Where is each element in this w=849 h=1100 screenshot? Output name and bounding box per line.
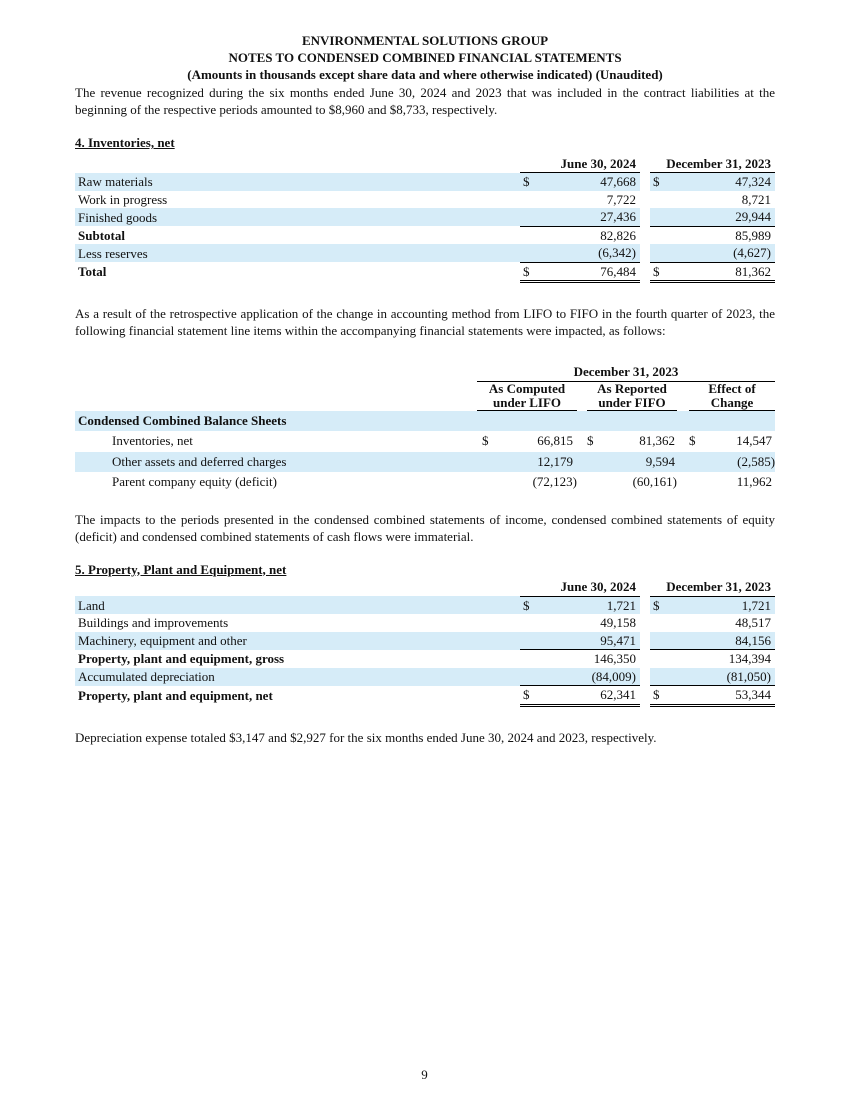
lifo-fifo-table (75, 363, 775, 493)
table-row (75, 173, 775, 191)
currency-symbol (520, 650, 540, 668)
currency-symbol (650, 632, 670, 650)
col-header-line: under FIFO (598, 395, 666, 410)
value-effect: (2,585) (737, 453, 776, 469)
row-label: Parent company equity (deficit) (112, 474, 277, 490)
value-dec-2023: 1,721 (670, 596, 775, 614)
currency-symbol: $ (587, 433, 594, 449)
table-row (75, 472, 775, 493)
row-label: Land (75, 596, 520, 614)
row-label: Property, plant and equipment, net (78, 687, 273, 703)
value-dec-2023: (81,050) (670, 668, 775, 686)
currency-symbol: $ (650, 596, 670, 614)
col-as-reported-fifo (587, 382, 677, 411)
inventories-section-title: 4. Inventories, net (75, 135, 175, 150)
lifo-value-cell (477, 472, 577, 493)
value-dec-2023: 47,324 (670, 173, 775, 191)
impacts-paragraph: The impacts to the periods presented in the condensed combined statements of income, condensed combined statements of equity (deficit) and condensed combined statements of cash flows were immaterial. (75, 511, 775, 544)
value-june-2024: 7,722 (606, 191, 637, 207)
row-label: Buildings and improvements (78, 615, 229, 631)
ppe-col-june-2024: June 30, 2024 (520, 579, 640, 597)
value-june-2024: 95,471 (540, 632, 640, 650)
value-effect: 11,962 (736, 474, 773, 490)
table-row (75, 191, 775, 209)
currency-symbol (650, 668, 670, 686)
table-row (75, 614, 775, 632)
value-dec-2023: 53,344 (670, 686, 775, 706)
currency-symbol (520, 614, 540, 632)
ppe-col-dec-2023: December 31, 2023 (650, 579, 775, 597)
value-dec-2023: (4,627) (670, 244, 775, 262)
value-dec-2023: 29,944 (670, 208, 775, 226)
row-label: Work in progress (78, 191, 168, 207)
lifo-paragraph: As a result of the retrospective application of the change in accounting method from LIFO to FIFO in the fourth quarter of 2023, the following financial statement line items within the accompanying financial statements were impacted, as follows: (75, 306, 775, 338)
currency-symbol (520, 632, 540, 650)
currency-symbol (520, 668, 540, 686)
row-label: Raw materials (75, 173, 520, 191)
currency-symbol: $ (689, 433, 696, 449)
lifo-period-header-row (75, 363, 775, 382)
value-dec-2023: 85,989 (735, 227, 772, 243)
table-row (75, 226, 775, 244)
currency-symbol (650, 244, 670, 262)
ppe-table (75, 579, 775, 707)
notes-title: NOTES TO CONDENSED COMBINED FINANCIAL STATEMENTS (228, 50, 622, 65)
currency-symbol (650, 226, 670, 244)
table-row (75, 632, 775, 650)
currency-symbol: $ (520, 596, 540, 614)
currency-symbol: $ (482, 433, 489, 449)
value-fifo: 9,594 (645, 453, 675, 469)
value-june-2024: 146,350 (593, 651, 637, 667)
row-label: Accumulated depreciation (75, 668, 520, 686)
table-row (75, 244, 775, 262)
inventories-col-dec-2023: December 31, 2023 (650, 155, 775, 173)
lifo-value-cell (477, 452, 577, 473)
value-fifo: (60,161) (632, 474, 677, 490)
value-june-2024: (6,342) (540, 244, 640, 262)
value-june-2024: 76,484 (540, 262, 640, 282)
row-label: Total (78, 264, 107, 280)
table-row (75, 650, 775, 668)
value-june-2024: 49,158 (600, 615, 637, 631)
lifo-column-header-row (75, 382, 775, 411)
lifo-value-cell (477, 431, 577, 452)
ppe-header-row (75, 579, 775, 597)
table-row (75, 208, 775, 226)
row-label: Inventories, net (112, 433, 193, 449)
col-header-line: As Computed (488, 381, 566, 396)
lifo-section-row (75, 411, 775, 432)
currency-symbol (520, 244, 540, 262)
amounts-subtitle: (Amounts in thousands except share data and where otherwise indicated) (Unaudited) (187, 67, 663, 82)
effect-value-cell (689, 472, 775, 493)
value-fifo: 81,362 (639, 433, 675, 449)
value-june-2024: 27,436 (540, 208, 640, 226)
fifo-value-cell (587, 452, 677, 473)
fifo-value-cell (587, 431, 677, 452)
row-label: Other assets and deferred charges (75, 452, 477, 473)
value-lifo: (72,123) (532, 474, 577, 490)
currency-symbol: $ (650, 262, 670, 282)
fifo-value-cell (587, 472, 677, 493)
table-row (75, 262, 775, 282)
currency-symbol: $ (520, 262, 540, 282)
depreciation-paragraph: Depreciation expense totaled $3,147 and $2,927 for the six months ended June 30, 2024 and 2023, respectively. (75, 729, 657, 745)
table-row (75, 596, 775, 614)
value-lifo: 66,815 (537, 433, 573, 449)
value-lifo: 12,179 (537, 453, 573, 469)
value-june-2024: 1,721 (540, 596, 640, 614)
inventories-table (75, 155, 775, 283)
value-dec-2023: 84,156 (670, 632, 775, 650)
ppe-section-title: 5. Property, Plant and Equipment, net (75, 561, 287, 577)
col-header-line: As Reported (597, 381, 667, 396)
lifo-period-header: December 31, 2023 (477, 363, 775, 382)
value-dec-2023: 48,517 (735, 615, 772, 631)
currency-symbol (650, 614, 670, 632)
value-june-2024: 62,341 (540, 686, 640, 706)
currency-symbol (650, 650, 670, 668)
row-label: Machinery, equipment and other (75, 632, 520, 650)
currency-symbol (650, 208, 670, 226)
value-dec-2023: 8,721 (741, 191, 772, 207)
section-heading: Condensed Combined Balance Sheets (75, 411, 775, 432)
table-row (75, 668, 775, 686)
currency-symbol: $ (520, 686, 540, 706)
page-number: 9 (421, 1067, 428, 1082)
value-june-2024: 82,826 (600, 227, 637, 243)
value-june-2024: 47,668 (540, 173, 640, 191)
currency-symbol: $ (650, 173, 670, 191)
inventories-col-june-2024: June 30, 2024 (520, 155, 640, 173)
table-row (75, 452, 775, 473)
currency-symbol (520, 226, 540, 244)
currency-symbol: $ (520, 173, 540, 191)
company-name: ENVIRONMENTAL SOLUTIONS GROUP (301, 33, 549, 48)
row-label: Finished goods (75, 208, 520, 226)
col-as-computed-lifo (477, 382, 577, 411)
currency-symbol: $ (650, 686, 670, 706)
value-dec-2023: 81,362 (670, 262, 775, 282)
revenue-paragraph: The revenue recognized during the six months ended June 30, 2024 and 2023 that was included in the contract liabilities at the beginning of the respective periods amounted to $8,960 and $8,733, respectively. (75, 85, 775, 117)
row-label: Less reserves (75, 244, 520, 262)
document-page (75, 0, 775, 746)
inventories-header-row (75, 155, 775, 173)
col-header-line: under LIFO (492, 395, 562, 410)
col-effect-of-change (689, 382, 775, 411)
row-label: Subtotal (78, 227, 125, 243)
table-row (75, 431, 775, 452)
currency-symbol (520, 208, 540, 226)
value-june-2024: (84,009) (540, 668, 640, 686)
value-dec-2023: 134,394 (728, 651, 772, 667)
currency-symbol (650, 191, 670, 209)
effect-value-cell (689, 452, 775, 473)
value-effect: 14,547 (736, 433, 773, 449)
row-label: Property, plant and equipment, gross (78, 651, 285, 666)
currency-symbol (520, 191, 540, 209)
table-row (75, 686, 775, 706)
col-header-line: Effect of (708, 381, 756, 396)
col-header-line: Change (710, 395, 754, 410)
effect-value-cell (689, 431, 775, 452)
